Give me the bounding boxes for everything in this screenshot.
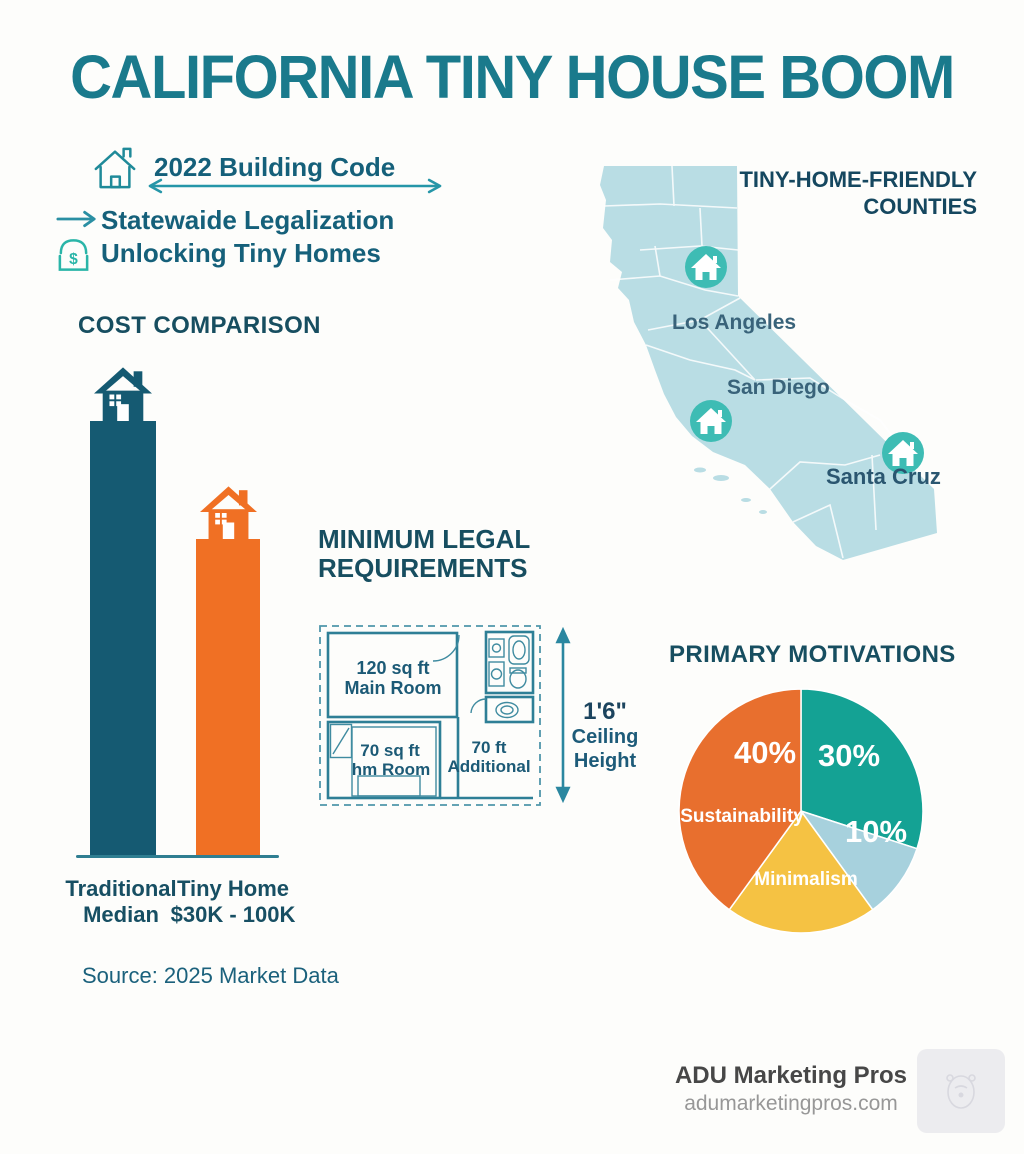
bed-room-size: 70 sq ft — [360, 741, 420, 760]
city-label-san-diego: San Diego — [727, 376, 830, 399]
brand-logo — [917, 1049, 1005, 1133]
california-shape — [600, 166, 937, 560]
arrow-right-icon — [56, 208, 98, 230]
requirements-heading-line1: MINIMUM LEGAL — [318, 524, 531, 554]
pie-percent-label: 40% — [733, 735, 797, 770]
brand-website: adumarketingpros.com — [684, 1092, 898, 1115]
ceiling-height-value: 1'6" — [583, 698, 627, 725]
unlocking-label: Unlocking Tiny Homes — [101, 238, 381, 268]
footer-brand-block — [656, 1062, 926, 1116]
page-title: CALIFORNIA TINY HOUSE BOOM — [70, 43, 954, 111]
house-icon-tiny-home — [200, 486, 257, 540]
requirements-heading — [318, 525, 530, 582]
bar-label-tiny-home — [162, 876, 304, 928]
bar-tiny-home — [196, 539, 260, 857]
california-map — [585, 155, 975, 565]
map-marker-house-icon — [685, 246, 727, 288]
bar-label-line: Traditional — [65, 876, 177, 901]
bar-label-line: Median — [83, 901, 159, 927]
city-label-los-angeles: Los Angeles — [672, 311, 797, 334]
bar-column-tiny-home — [196, 486, 260, 857]
additional-size: 70 ft — [471, 738, 507, 757]
main-room-label: Main Room — [344, 678, 442, 698]
motivations-pie-chart — [676, 687, 926, 937]
pie-percent-label: 10% — [844, 814, 908, 849]
ceiling-height-word1: Ceiling — [571, 726, 639, 749]
pie-name-label: Sustainability — [680, 806, 804, 827]
map-marker-house-icon — [690, 400, 732, 442]
bar-chart-baseline — [76, 855, 279, 858]
source-note: Source: 2025 Market Data — [82, 963, 339, 988]
bar-column-traditional — [90, 367, 156, 857]
legalization-label: Statewaide Legalization — [101, 205, 395, 235]
ceiling-height-label — [559, 698, 651, 774]
bar-label-line: $30K - 100K — [170, 901, 296, 927]
additional-label: Additional — [447, 757, 531, 776]
dollar-unlock-icon — [55, 237, 92, 273]
bed-room-label: hm Room — [351, 760, 431, 779]
motivations-heading: PRIMARY MOTIVATIONS — [669, 641, 956, 668]
bear-icon — [940, 1068, 982, 1114]
bar-traditional — [90, 421, 156, 857]
pie-percent-label: 30% — [817, 738, 881, 773]
main-room-size: 120 sq ft — [356, 658, 430, 678]
ceiling-height-word2: Height — [573, 749, 637, 772]
map-heading-line2: COUNTIES — [863, 193, 977, 219]
pie-name-label: Minimalism — [754, 869, 858, 890]
bar-label-line: Tiny Home — [176, 876, 290, 901]
cost-comparison-heading: COST COMPARISON — [78, 312, 321, 339]
brand-name: ADU Marketing Pros — [674, 1062, 908, 1089]
requirements-heading-line2: REQUIREMENTS — [318, 552, 528, 583]
house-outline-icon — [92, 143, 138, 193]
dollar-glyph: $ — [69, 250, 78, 268]
house-icon-traditional — [94, 367, 152, 422]
map-heading-line1: TINY-HOME-FRIENDLY — [739, 167, 977, 192]
building-code-label: 2022 Building Code — [154, 152, 396, 182]
city-label-santa-cruz: Santa Cruz — [826, 464, 941, 489]
double-arrow-icon — [142, 177, 448, 195]
